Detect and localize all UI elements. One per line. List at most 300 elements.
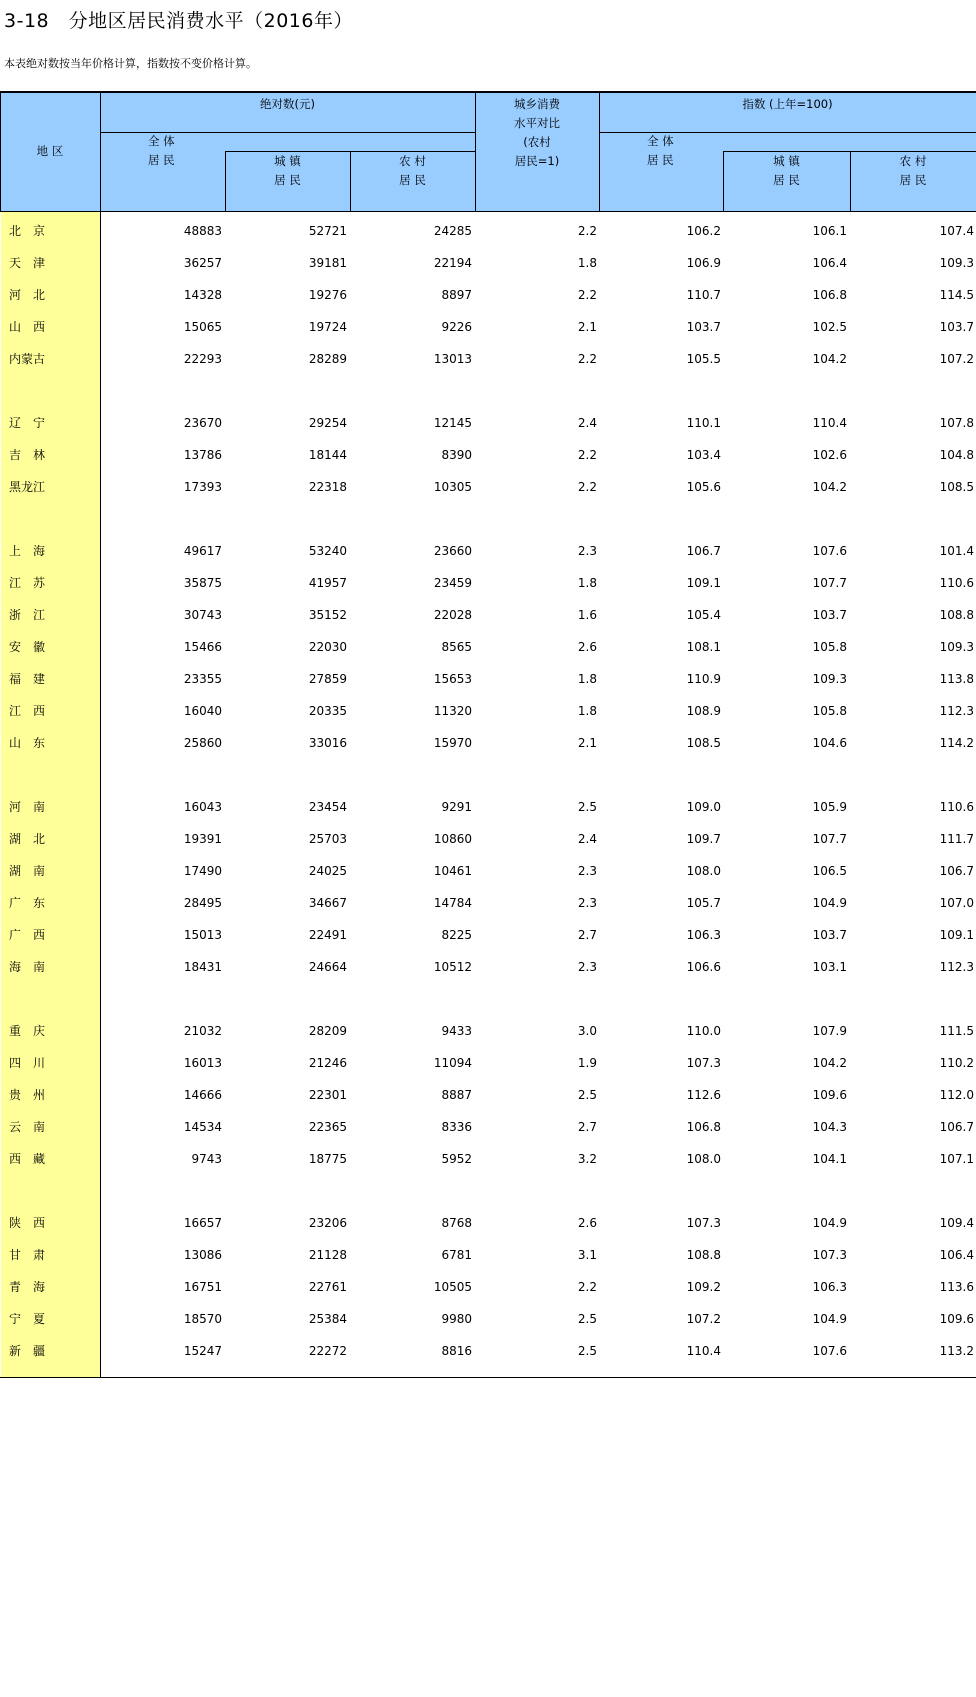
value-cell-idx-all: 110.1 (686, 416, 721, 430)
value-cell-urban: 24025 (308, 864, 347, 878)
value-cell-idx-all: 106.2 (686, 224, 721, 238)
value-cell-idx-rural: 107.1 (939, 1152, 974, 1166)
value-cell-idx-all: 109.1 (686, 576, 721, 590)
value-cell-rural: 10505 (433, 1280, 472, 1294)
value-cell-all: 22293 (183, 352, 222, 366)
table-row (0, 631, 976, 663)
region-cell: 重 庆 (9, 1024, 46, 1038)
value-cell-ratio: 1.8 (577, 256, 597, 270)
value-cell-idx-rural: 107.0 (939, 896, 974, 910)
value-cell-all: 28495 (183, 896, 222, 910)
value-cell-idx-all: 108.0 (686, 1152, 721, 1166)
value-cell-all: 35875 (183, 576, 222, 590)
value-cell-ratio: 2.2 (577, 224, 597, 238)
value-cell-rural: 10512 (433, 960, 472, 974)
value-cell-idx-urban: 103.1 (812, 960, 847, 974)
value-cell-rural: 8565 (441, 640, 472, 654)
value-cell-ratio: 2.5 (577, 1312, 597, 1326)
region-cell: 上 海 (9, 544, 46, 558)
value-cell-urban: 41957 (308, 576, 347, 590)
value-cell-idx-all: 107.3 (686, 1216, 721, 1230)
value-cell-idx-urban: 104.2 (812, 352, 847, 366)
value-cell-all: 16751 (183, 1280, 222, 1294)
region-cell: 河 北 (9, 288, 46, 302)
value-cell-idx-rural: 114.2 (939, 736, 974, 750)
table-row (0, 279, 976, 311)
value-cell-idx-rural: 106.7 (939, 864, 974, 878)
value-cell-urban: 22761 (308, 1280, 347, 1294)
table-row (0, 535, 976, 567)
value-cell-idx-all: 108.1 (686, 640, 721, 654)
header-ratio-line2: 水平对比 (514, 116, 560, 130)
value-cell-all: 18570 (183, 1312, 222, 1326)
table-bottom-rule (0, 1377, 976, 1378)
header-ratio-line3: (农村 (523, 135, 551, 149)
value-cell-idx-all: 109.0 (686, 800, 721, 814)
value-cell-all: 14328 (183, 288, 222, 302)
value-cell-idx-all: 109.2 (686, 1280, 721, 1294)
value-cell-idx-all: 103.7 (686, 320, 721, 334)
region-cell: 天 津 (9, 256, 46, 270)
region-cell: 安 徽 (9, 640, 46, 654)
value-cell-urban: 25384 (308, 1312, 347, 1326)
header-ratio-line1: 城乡消费 (514, 97, 560, 111)
value-cell-idx-rural: 112.3 (939, 960, 974, 974)
value-cell-all: 15013 (183, 928, 222, 942)
table-row (0, 1143, 976, 1175)
value-cell-idx-urban: 102.6 (812, 448, 847, 462)
header-abs-rural-line1: 农 村 (399, 154, 426, 168)
value-cell-all: 13086 (183, 1248, 222, 1262)
header-bottom-rule (0, 211, 976, 212)
value-cell-rural: 8390 (441, 448, 472, 462)
region-cell: 四 川 (9, 1056, 46, 1070)
value-cell-rural: 8768 (441, 1216, 472, 1230)
value-cell-idx-urban: 106.5 (812, 864, 847, 878)
value-cell-idx-urban: 104.9 (812, 1312, 847, 1326)
value-cell-urban: 53240 (308, 544, 347, 558)
header-abs-urban-line1: 城 镇 (274, 154, 301, 168)
table-row (0, 1335, 976, 1367)
region-cell: 甘 肃 (9, 1248, 46, 1262)
value-cell-idx-all: 106.7 (686, 544, 721, 558)
header-abs-urban-line2: 居 民 (274, 173, 301, 187)
value-cell-idx-rural: 101.4 (939, 544, 974, 558)
value-cell-idx-urban: 109.6 (812, 1088, 847, 1102)
table-top-rule (0, 91, 976, 93)
table-row (0, 919, 976, 951)
value-cell-ratio: 2.3 (577, 864, 597, 878)
value-cell-idx-urban: 107.3 (812, 1248, 847, 1262)
value-cell-urban: 19724 (308, 320, 347, 334)
header-ratio-line4: 居民=1) (514, 154, 560, 168)
value-cell-idx-rural: 110.6 (939, 576, 974, 590)
table-row (0, 1207, 976, 1239)
region-cell: 广 西 (9, 928, 46, 942)
value-cell-all: 23670 (183, 416, 222, 430)
value-cell-rural: 11094 (433, 1056, 472, 1070)
value-cell-all: 15247 (183, 1344, 222, 1358)
region-cell: 海 南 (9, 960, 46, 974)
value-cell-idx-all: 110.9 (686, 672, 721, 686)
value-cell-all: 30743 (183, 608, 222, 622)
value-cell-rural: 9980 (441, 1312, 472, 1326)
value-cell-rural: 22194 (433, 256, 472, 270)
value-cell-idx-all: 108.0 (686, 864, 721, 878)
value-cell-idx-all: 107.3 (686, 1056, 721, 1070)
value-cell-idx-all: 106.9 (686, 256, 721, 270)
value-cell-idx-urban: 104.2 (812, 1056, 847, 1070)
table-row (0, 1047, 976, 1079)
value-cell-urban: 21128 (308, 1248, 347, 1262)
value-cell-urban: 29254 (308, 416, 347, 430)
value-cell-idx-all: 105.5 (686, 352, 721, 366)
header-idx-all-line2: 居 民 (647, 153, 674, 167)
value-cell-ratio: 2.2 (577, 448, 597, 462)
header-abs-all-line1: 全 体 (148, 134, 175, 148)
table-row (0, 695, 976, 727)
value-cell-rural: 8887 (441, 1088, 472, 1102)
value-cell-idx-rural: 107.2 (939, 352, 974, 366)
value-cell-idx-rural: 112.3 (939, 704, 974, 718)
value-cell-idx-rural: 107.4 (939, 224, 974, 238)
value-cell-rural: 9433 (441, 1024, 472, 1038)
value-cell-idx-rural: 113.8 (939, 672, 974, 686)
table-row (0, 855, 976, 887)
value-cell-idx-urban: 106.8 (812, 288, 847, 302)
value-cell-all: 25860 (183, 736, 222, 750)
value-cell-idx-rural: 106.4 (939, 1248, 974, 1262)
value-cell-idx-all: 110.7 (686, 288, 721, 302)
header-index: 指数 (上年=100) (742, 97, 833, 111)
value-cell-urban: 28289 (308, 352, 347, 366)
value-cell-urban: 24664 (308, 960, 347, 974)
region-cell: 湖 南 (9, 864, 46, 878)
value-cell-idx-all: 105.7 (686, 896, 721, 910)
value-cell-all: 17393 (183, 480, 222, 494)
table-row (0, 791, 976, 823)
table-row (0, 727, 976, 759)
region-cell: 青 海 (9, 1280, 46, 1294)
value-cell-urban: 23454 (308, 800, 347, 814)
value-cell-rural: 10461 (433, 864, 472, 878)
region-cell: 浙 江 (9, 608, 46, 622)
value-cell-idx-urban: 106.4 (812, 256, 847, 270)
value-cell-rural: 11320 (433, 704, 472, 718)
table-row (0, 247, 976, 279)
value-cell-idx-rural: 112.0 (939, 1088, 974, 1102)
value-cell-urban: 22301 (308, 1088, 347, 1102)
region-cell: 内蒙古 (9, 352, 46, 366)
value-cell-ratio: 2.1 (577, 320, 597, 334)
value-cell-ratio: 3.2 (577, 1152, 597, 1166)
value-cell-idx-urban: 107.7 (812, 576, 847, 590)
header-idx-urban-line2: 居 民 (773, 173, 800, 187)
value-cell-urban: 25703 (308, 832, 347, 846)
value-cell-rural: 9291 (441, 800, 472, 814)
value-cell-all: 16013 (183, 1056, 222, 1070)
value-cell-ratio: 2.4 (577, 832, 597, 846)
value-cell-idx-urban: 109.3 (812, 672, 847, 686)
value-cell-idx-all: 103.4 (686, 448, 721, 462)
value-cell-idx-rural: 104.8 (939, 448, 974, 462)
value-cell-ratio: 2.5 (577, 800, 597, 814)
header-idx-all-line1: 全 体 (647, 134, 674, 148)
value-cell-urban: 34667 (308, 896, 347, 910)
value-cell-idx-rural: 110.6 (939, 800, 974, 814)
value-cell-idx-urban: 107.6 (812, 1344, 847, 1358)
value-cell-ratio: 2.4 (577, 416, 597, 430)
value-cell-idx-rural: 103.7 (939, 320, 974, 334)
value-cell-urban: 18144 (308, 448, 347, 462)
table-row (0, 1111, 976, 1143)
value-cell-ratio: 2.1 (577, 736, 597, 750)
value-cell-ratio: 3.0 (577, 1024, 597, 1038)
value-cell-idx-urban: 105.9 (812, 800, 847, 814)
value-cell-urban: 23206 (308, 1216, 347, 1230)
value-cell-all: 19391 (183, 832, 222, 846)
region-cell: 辽 宁 (9, 416, 46, 430)
table-row (0, 887, 976, 919)
region-cell: 新 疆 (9, 1344, 46, 1358)
value-cell-all: 18431 (183, 960, 222, 974)
region-cell: 贵 州 (9, 1088, 46, 1102)
value-cell-urban: 20335 (308, 704, 347, 718)
header-abs-rural-line2: 居 民 (399, 173, 426, 187)
value-cell-idx-urban: 107.6 (812, 544, 847, 558)
header-absolute: 绝对数(元) (260, 97, 315, 111)
value-cell-rural: 12145 (433, 416, 472, 430)
value-cell-urban: 52721 (308, 224, 347, 238)
table-row (0, 1271, 976, 1303)
value-cell-idx-urban: 104.6 (812, 736, 847, 750)
value-cell-urban: 22272 (308, 1344, 347, 1358)
region-cell: 河 南 (9, 800, 46, 814)
value-cell-rural: 15653 (433, 672, 472, 686)
value-cell-all: 15065 (183, 320, 222, 334)
value-cell-idx-urban: 105.8 (812, 640, 847, 654)
value-cell-idx-rural: 111.5 (939, 1024, 974, 1038)
value-cell-idx-urban: 104.1 (812, 1152, 847, 1166)
table-row (0, 951, 976, 983)
table-row (0, 343, 976, 375)
value-cell-idx-all: 108.8 (686, 1248, 721, 1262)
value-cell-all: 16040 (183, 704, 222, 718)
value-cell-idx-all: 109.7 (686, 832, 721, 846)
value-cell-idx-urban: 104.3 (812, 1120, 847, 1134)
header-idx-urban-line1: 城 镇 (773, 154, 800, 168)
value-cell-rural: 22028 (433, 608, 472, 622)
value-cell-idx-urban: 107.9 (812, 1024, 847, 1038)
value-cell-idx-all: 108.5 (686, 736, 721, 750)
value-cell-idx-urban: 104.9 (812, 1216, 847, 1230)
value-cell-ratio: 2.5 (577, 1344, 597, 1358)
value-cell-ratio: 2.2 (577, 1280, 597, 1294)
table-row (0, 1079, 976, 1111)
value-cell-urban: 33016 (308, 736, 347, 750)
region-cell: 北 京 (9, 224, 46, 238)
value-cell-idx-all: 110.4 (686, 1344, 721, 1358)
region-cell: 山 东 (9, 736, 46, 750)
value-cell-idx-urban: 105.8 (812, 704, 847, 718)
value-cell-idx-rural: 110.2 (939, 1056, 974, 1070)
value-cell-idx-rural: 109.6 (939, 1312, 974, 1326)
value-cell-all: 16657 (183, 1216, 222, 1230)
value-cell-idx-urban: 102.5 (812, 320, 847, 334)
region-cell: 山 西 (9, 320, 46, 334)
value-cell-all: 13786 (183, 448, 222, 462)
table-row (0, 823, 976, 855)
value-cell-idx-urban: 104.2 (812, 480, 847, 494)
value-cell-rural: 6781 (441, 1248, 472, 1262)
value-cell-idx-rural: 113.6 (939, 1280, 974, 1294)
value-cell-ratio: 1.8 (577, 576, 597, 590)
value-cell-urban: 22030 (308, 640, 347, 654)
value-cell-all: 17490 (183, 864, 222, 878)
value-cell-rural: 23459 (433, 576, 472, 590)
value-cell-ratio: 2.6 (577, 640, 597, 654)
value-cell-idx-rural: 113.2 (939, 1344, 974, 1358)
value-cell-all: 14666 (183, 1088, 222, 1102)
region-cell: 西 藏 (9, 1152, 46, 1166)
table-row (0, 567, 976, 599)
region-cell: 吉 林 (9, 448, 46, 462)
region-cell: 云 南 (9, 1120, 46, 1134)
table-note: 本表绝对数按当年价格计算，指数按不变价格计算。 (4, 57, 257, 70)
value-cell-rural: 8225 (441, 928, 472, 942)
region-cell: 福 建 (9, 672, 46, 686)
value-cell-ratio: 2.3 (577, 896, 597, 910)
region-cell: 黑龙江 (9, 480, 46, 494)
table-row (0, 471, 976, 503)
value-cell-idx-all: 107.2 (686, 1312, 721, 1326)
value-cell-idx-all: 105.4 (686, 608, 721, 622)
header-idx-rural-line1: 农 村 (899, 154, 927, 168)
value-cell-rural: 5952 (441, 1152, 472, 1166)
region-cell: 广 东 (9, 896, 46, 910)
value-cell-rural: 23660 (433, 544, 472, 558)
value-cell-all: 23355 (183, 672, 222, 686)
value-cell-rural: 24285 (433, 224, 472, 238)
table-row (0, 407, 976, 439)
value-cell-rural: 14784 (433, 896, 472, 910)
value-cell-ratio: 1.8 (577, 704, 597, 718)
table-row (0, 1015, 976, 1047)
value-cell-ratio: 2.2 (577, 288, 597, 302)
table-row (0, 311, 976, 343)
value-cell-ratio: 2.6 (577, 1216, 597, 1230)
value-cell-urban: 18775 (308, 1152, 347, 1166)
value-cell-idx-urban: 106.3 (812, 1280, 847, 1294)
value-cell-rural: 8816 (441, 1344, 472, 1358)
value-cell-ratio: 2.7 (577, 1120, 597, 1134)
table-row (0, 1303, 976, 1335)
value-cell-idx-all: 112.6 (686, 1088, 721, 1102)
value-cell-rural: 9226 (441, 320, 472, 334)
value-cell-idx-all: 106.6 (686, 960, 721, 974)
value-cell-ratio: 1.8 (577, 672, 597, 686)
value-cell-all: 48883 (183, 224, 222, 238)
value-cell-idx-rural: 106.7 (939, 1120, 974, 1134)
value-cell-rural: 13013 (433, 352, 472, 366)
value-cell-idx-rural: 111.7 (939, 832, 974, 846)
region-cell: 陕 西 (9, 1216, 46, 1230)
value-cell-idx-urban: 103.7 (812, 608, 847, 622)
value-cell-urban: 22365 (308, 1120, 347, 1134)
value-cell-idx-rural: 109.4 (939, 1216, 974, 1230)
value-cell-idx-urban: 107.7 (812, 832, 847, 846)
value-cell-idx-rural: 109.1 (939, 928, 974, 942)
value-cell-ratio: 1.9 (577, 1056, 597, 1070)
header-abs-all-line2: 居 民 (148, 153, 175, 167)
table-row (0, 599, 976, 631)
value-cell-idx-rural: 107.8 (939, 416, 974, 430)
table-row (0, 215, 976, 247)
value-cell-urban: 21246 (308, 1056, 347, 1070)
table-row (0, 1239, 976, 1271)
consumption-table (0, 91, 976, 1378)
region-cell: 宁 夏 (9, 1312, 46, 1326)
value-cell-rural: 8897 (441, 288, 472, 302)
value-cell-urban: 39181 (308, 256, 347, 270)
value-cell-ratio: 1.6 (577, 608, 597, 622)
value-cell-idx-urban: 103.7 (812, 928, 847, 942)
region-cell: 湖 北 (9, 832, 46, 846)
header-region: 地 区 (36, 144, 64, 158)
value-cell-idx-rural: 108.5 (939, 480, 974, 494)
value-cell-all: 36257 (183, 256, 222, 270)
value-cell-ratio: 2.3 (577, 960, 597, 974)
value-cell-urban: 22318 (308, 480, 347, 494)
value-cell-all: 14534 (183, 1120, 222, 1134)
value-cell-urban: 27859 (308, 672, 347, 686)
value-cell-idx-all: 106.8 (686, 1120, 721, 1134)
value-cell-urban: 35152 (308, 608, 347, 622)
table-row (0, 439, 976, 471)
value-cell-idx-rural: 109.3 (939, 256, 974, 270)
value-cell-all: 9743 (191, 1152, 222, 1166)
value-cell-idx-all: 106.3 (686, 928, 721, 942)
value-cell-idx-rural: 108.8 (939, 608, 974, 622)
value-cell-urban: 28209 (308, 1024, 347, 1038)
value-cell-idx-urban: 110.4 (812, 416, 847, 430)
region-cell: 江 西 (9, 704, 46, 718)
value-cell-ratio: 2.7 (577, 928, 597, 942)
value-cell-ratio: 2.2 (577, 352, 597, 366)
value-cell-idx-rural: 114.5 (939, 288, 974, 302)
page-title: 3-18 分地区居民消费水平（2016年） (4, 10, 353, 32)
value-cell-idx-all: 108.9 (686, 704, 721, 718)
value-cell-rural: 15970 (433, 736, 472, 750)
value-cell-idx-rural: 109.3 (939, 640, 974, 654)
value-cell-all: 49617 (183, 544, 222, 558)
region-cell: 江 苏 (9, 576, 46, 590)
value-cell-idx-all: 110.0 (686, 1024, 721, 1038)
header-idx-rural-line2: 居 民 (899, 173, 927, 187)
value-cell-rural: 10860 (433, 832, 472, 846)
value-cell-urban: 19276 (308, 288, 347, 302)
value-cell-idx-all: 105.6 (686, 480, 721, 494)
value-cell-idx-urban: 106.1 (812, 224, 847, 238)
value-cell-rural: 8336 (441, 1120, 472, 1134)
value-cell-all: 21032 (183, 1024, 222, 1038)
value-cell-ratio: 2.5 (577, 1088, 597, 1102)
value-cell-ratio: 2.2 (577, 480, 597, 494)
value-cell-all: 16043 (183, 800, 222, 814)
value-cell-ratio: 3.1 (577, 1248, 597, 1262)
value-cell-all: 15466 (183, 640, 222, 654)
value-cell-urban: 22491 (308, 928, 347, 942)
